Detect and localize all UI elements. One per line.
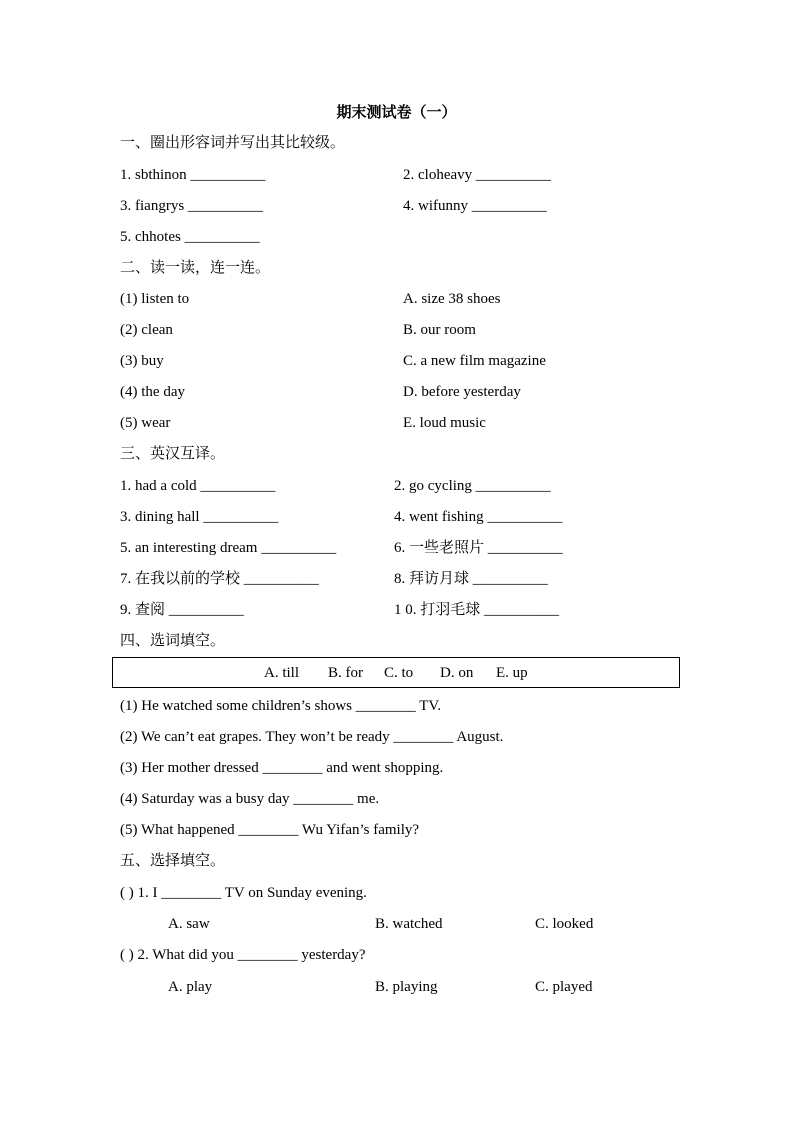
word-bank-choice: D. on xyxy=(440,665,474,681)
translation-item: 4. went fishing __________ xyxy=(394,509,563,525)
word-bank-choice: B. for xyxy=(328,665,363,681)
section1-heading: 一、圈出形容词并写出其比较级。 xyxy=(120,135,346,151)
translation-item: 1 0. 打羽毛球 __________ xyxy=(394,602,560,618)
match-left-item: (4) the day xyxy=(120,384,185,400)
translation-item: 7. 在我以前的学校 __________ xyxy=(120,571,319,587)
section1-item: 5. chhotes __________ xyxy=(120,229,260,245)
match-right-item: D. before yesterday xyxy=(403,384,521,400)
match-right-item: A. size 38 shoes xyxy=(403,291,501,307)
match-left-item: (1) listen to xyxy=(120,291,190,307)
translation-item: 9. 查阅 __________ xyxy=(120,602,244,618)
question-option: C. played xyxy=(535,979,593,995)
match-right-item: E. loud music xyxy=(403,415,486,431)
section1-item: 3. fiangrys __________ xyxy=(120,198,263,214)
match-left-item: (3) buy xyxy=(120,353,164,369)
question-stem: ( ) 1. I ________ TV on Sunday evening. xyxy=(120,885,367,901)
translation-item: 5. an interesting dream __________ xyxy=(120,540,337,556)
fill-blank-item: (2) We can’t eat grapes. They won’t be ready ________ August. xyxy=(120,729,504,745)
word-bank-choice: E. up xyxy=(496,665,528,681)
page-title: 期末测试卷（一） xyxy=(336,105,457,121)
word-bank-choice: A. till xyxy=(264,665,300,681)
translation-item: 2. go cycling __________ xyxy=(394,478,551,494)
match-left-item: (2) clean xyxy=(120,322,173,338)
section1-item: 2. cloheavy __________ xyxy=(403,167,551,183)
question-stem: ( ) 2. What did you ________ yesterday? xyxy=(120,947,366,963)
section1-item: 1. sbthinon __________ xyxy=(120,167,266,183)
fill-blank-item: (4) Saturday was a busy day ________ me. xyxy=(120,791,380,807)
fill-blank-item: (5) What happened ________ Wu Yifan’s family? xyxy=(120,822,420,838)
section5-heading: 五、选择填空。 xyxy=(120,853,226,869)
fill-blank-item: (1) He watched some children’s shows ________ TV. xyxy=(120,698,442,714)
section4-heading: 四、选词填空。 xyxy=(120,633,226,649)
match-left-item: (5) wear xyxy=(120,415,171,431)
section2-heading: 二、读一读，连一连。 xyxy=(120,260,271,276)
question-option: A. saw xyxy=(168,916,210,932)
question-option: B. watched xyxy=(375,916,443,932)
section3-heading: 三、英汉互译。 xyxy=(120,446,226,462)
section1-item: 4. wifunny __________ xyxy=(403,198,547,214)
translation-item: 1. had a cold __________ xyxy=(120,478,276,494)
translation-item: 3. dining hall __________ xyxy=(120,509,279,525)
question-option: B. playing xyxy=(375,979,438,995)
match-right-item: C. a new film magazine xyxy=(403,353,546,369)
word-bank-box xyxy=(112,657,680,688)
question-option: A. play xyxy=(168,979,213,995)
translation-item: 6. 一些老照片 __________ xyxy=(394,540,563,556)
translation-item: 8. 拜访月球 __________ xyxy=(394,571,548,587)
question-option: C. looked xyxy=(535,916,594,932)
word-bank-choice: C. to xyxy=(384,665,414,681)
fill-blank-item: (3) Her mother dressed ________ and went shopping. xyxy=(120,760,444,776)
match-right-item: B. our room xyxy=(403,322,476,338)
